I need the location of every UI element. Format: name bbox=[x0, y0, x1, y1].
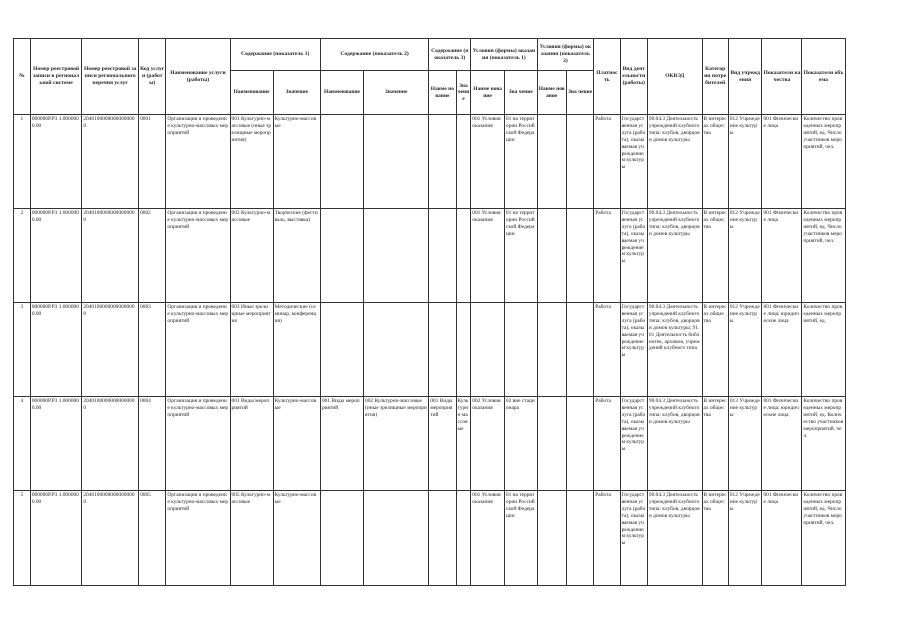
cell-cond1-name: 001 Условия оказания bbox=[471, 209, 505, 303]
table-row bbox=[14, 491, 893, 586]
cell-cond1-value: 01 на территории Российской Федерации bbox=[504, 209, 537, 303]
cell-cond1-value bbox=[504, 303, 537, 397]
sub-header-content1-value: Значение bbox=[273, 71, 320, 115]
cell-okved: 90.04.3 Деятельность учреждений клубного типа: клубов, дворцов и домов культуры; 91.01 Деятельность библиотек, архивов, учреждений клубного типа bbox=[647, 303, 702, 397]
cell-content3-name bbox=[429, 115, 456, 209]
cell-cond1-name: 002 Условия оказания bbox=[471, 397, 505, 491]
cell-content2-value bbox=[364, 491, 429, 586]
cell-content1-value: Культурно-массовые bbox=[273, 115, 320, 209]
cell-content2-name bbox=[320, 491, 363, 586]
cell-institution-type: 012 Учреждение культуры bbox=[728, 303, 762, 397]
cell-volume: Количество проведенных мероприятий, ед. bbox=[802, 303, 845, 397]
cell-cond2-value bbox=[566, 491, 593, 586]
cell-code: 0001 bbox=[139, 115, 166, 209]
sub-header-cond1-name: Наиме нование bbox=[471, 71, 505, 115]
col-header-okved: ОКВЭД bbox=[647, 39, 702, 115]
cell-volume: Количество проведенных мероприятий, ед. Число участников мероприятий, чел. bbox=[802, 491, 845, 586]
col-header-cond1: Условия (формы) оказания (показатель 1) bbox=[471, 39, 537, 71]
cell-quality: 001 Физические лица bbox=[762, 209, 802, 303]
table-row bbox=[14, 115, 893, 209]
cell-service-type: Государственная услуга (работа), оказываемая учреждением культуры bbox=[620, 397, 647, 491]
cell-consumers: В интересах общества bbox=[702, 115, 728, 209]
cell-content2-name bbox=[320, 209, 363, 303]
cell-quality: 001 Физические лица bbox=[762, 115, 802, 209]
cell-content3-name: 001 Виды мероприятий bbox=[429, 397, 456, 491]
sub-header-content2-value: Значение bbox=[364, 71, 429, 115]
col-header-content2: Содержание (показатель 2) bbox=[320, 39, 428, 71]
cell-content3-value bbox=[456, 115, 471, 209]
cell-consumers: В интересах общества bbox=[702, 303, 728, 397]
cell-num: 2 bbox=[14, 209, 31, 303]
cell-content2-value bbox=[364, 209, 429, 303]
cell-num: 1 bbox=[14, 115, 31, 209]
sub-header-cond1-value: Зна чение bbox=[504, 71, 537, 115]
cell-content3-name bbox=[429, 303, 456, 397]
cell-content1-value: Культурно-массовые bbox=[273, 491, 320, 586]
cell-payment: Работа bbox=[594, 397, 620, 491]
cell-content1-name: 001 Виды мероприятий bbox=[230, 397, 273, 491]
cell-content1-value: Творческие (фестиваль, выставка) bbox=[273, 209, 320, 303]
cell-quality: 001 Физические лица bbox=[762, 491, 802, 586]
sub-header-content2-name: Наименование bbox=[320, 71, 363, 115]
cell-reg-number: 000000Р.Р3 1.0000000.00 bbox=[30, 397, 82, 491]
sub-header-cond2-value: Зна чение bbox=[566, 71, 593, 115]
cell-content3-value: Культурно-массовые bbox=[456, 397, 471, 491]
cell-service-name: Организация и проведение культурно-массовых мероприятий bbox=[166, 303, 230, 397]
cell-service-name: Организация и проведение культурно-массовых мероприятий bbox=[166, 397, 230, 491]
cell-content1-name: 005 Культурно-массовые bbox=[230, 491, 273, 586]
col-header-service-type: Вид деятельности (работы) bbox=[620, 39, 647, 115]
cell-payment: Работа bbox=[594, 209, 620, 303]
col-header-content1: Содержание (показатель 1) bbox=[230, 39, 320, 71]
cell-cond1-name bbox=[471, 303, 505, 397]
cell-reg-number: 000000Р.Р3 1.0000000.00 bbox=[30, 115, 82, 209]
cell-content1-name: 003 Иные зрелищные мероприятия bbox=[230, 303, 273, 397]
cell-order-number: 20401000000000000000 bbox=[82, 397, 139, 491]
cell-okved: 90.04.3 Деятельность учреждений клубного типа: клубов, дворцов и домов культуры bbox=[647, 397, 702, 491]
cell-content3-name bbox=[429, 209, 456, 303]
cell-cond2-name bbox=[537, 303, 566, 397]
col-header-consumers: Категории потребителей bbox=[702, 39, 728, 115]
cell-cond1-value: 02 вне стационара bbox=[504, 397, 537, 491]
cell-volume: Количество проведенных мероприятий, ед. Число участников мероприятий, чел. bbox=[802, 115, 845, 209]
cell-service-type: Государственная услуга (работа), оказываемая учреждением культуры bbox=[620, 209, 647, 303]
cell-reg-number: 000000Р.Р3 1.0000000.00 bbox=[30, 491, 82, 586]
cell-content2-value: 002 Культурно-массовые (иные зрелищные мероприятия) bbox=[364, 397, 429, 491]
col-header-volume: Показатели объема bbox=[802, 39, 845, 115]
cell-okved: 90.04.3 Деятельность учреждений клубного типа: клубов, дворцов и домов культуры bbox=[647, 115, 702, 209]
cell-content2-name bbox=[320, 303, 363, 397]
cell-service-type: Государственная услуга (работа), оказываемая учреждением культуры bbox=[620, 491, 647, 586]
cell-institution-type: 012 Учреждение культуры bbox=[728, 491, 762, 586]
cell-cond2-name bbox=[537, 397, 566, 491]
col-header-payment: Платность bbox=[594, 39, 620, 115]
cell-reg-number: 000000Р.Р3 1.0000000.00 bbox=[30, 209, 82, 303]
cell-content2-name bbox=[320, 115, 363, 209]
cell-payment: Работа bbox=[594, 303, 620, 397]
table-row bbox=[14, 397, 893, 491]
cell-service-type: Государственная услуга (работа), оказываемая учреждением культуры bbox=[620, 303, 647, 397]
cell-service-type: Государственная услуга (работа), оказываемая учреждением культуры bbox=[620, 115, 647, 209]
cell-cond1-value: 01 на территории Российской Федерации bbox=[504, 115, 537, 209]
cell-service-name: Организация и проведение культурно-массовых мероприятий bbox=[166, 491, 230, 586]
cell-payment: Работа bbox=[594, 491, 620, 586]
col-header-reg-number: Номер реестровой записи в региональной системе bbox=[30, 39, 82, 115]
sub-header-cond2-name: Наиме нование bbox=[537, 71, 566, 115]
cell-volume: Количество проведенных мероприятий, ед. Число участников мероприятий, чел. bbox=[802, 209, 845, 303]
cell-content1-value: Методические (семинар, конференция) bbox=[273, 303, 320, 397]
cell-cond2-value bbox=[566, 209, 593, 303]
col-header-quality: Показатели качества bbox=[762, 39, 802, 115]
cell-service-name: Организация и проведение культурно-массовых мероприятий bbox=[166, 115, 230, 209]
cell-num: 5 bbox=[14, 491, 31, 586]
table-row bbox=[14, 209, 893, 303]
cell-content1-value: Культурно-массовые bbox=[273, 397, 320, 491]
cell-content3-value bbox=[456, 209, 471, 303]
service-registry-table bbox=[13, 38, 893, 586]
sub-header-content1-name: Наименование bbox=[230, 71, 273, 115]
cell-content1-name: 001 Культурно-массовые (иные зрелищные мероприятия) bbox=[230, 115, 273, 209]
cell-content3-value bbox=[456, 491, 471, 586]
table-row bbox=[14, 303, 893, 397]
col-header-content3: Содержание (показатель 3) bbox=[429, 39, 471, 71]
col-header-service-name: Наименование услуги (работы) bbox=[166, 39, 230, 115]
col-header-num: № bbox=[14, 39, 31, 115]
cell-institution-type: 012 Учреждение культуры bbox=[728, 209, 762, 303]
cell-content2-name: 001 Виды мероприятий bbox=[320, 397, 363, 491]
cell-quality: 001 Физические лица; юридические лица bbox=[762, 303, 802, 397]
cell-num: 4 bbox=[14, 397, 31, 491]
cell-volume: Количество проведенных мероприятий, ед. Количество участников мероприятий, чел. bbox=[802, 397, 845, 491]
cell-content1-name: 002 Культурно-массовые bbox=[230, 209, 273, 303]
cell-payment: Работа bbox=[594, 115, 620, 209]
sub-header-content3-value: Зна чение bbox=[456, 71, 471, 115]
cell-consumers: В интересах общества bbox=[702, 397, 728, 491]
cell-order-number: 20401000000000000000 bbox=[82, 491, 139, 586]
cell-order-number: 20401000000000000000 bbox=[82, 115, 139, 209]
cell-institution-type: 012 Учреждение культуры bbox=[728, 115, 762, 209]
cell-okved: 90.04.3 Деятельность учреждений клубного типа: клубов, дворцов и домов культуры bbox=[647, 491, 702, 586]
sub-header-content3-name: Наиме нование bbox=[429, 71, 456, 115]
cell-service-name: Организация и проведение культурно-массовых мероприятий bbox=[166, 209, 230, 303]
cell-reg-number: 000000Р.Р3 1.0000000.00 bbox=[30, 303, 82, 397]
cell-quality: 001 Физические лица; юридические лица bbox=[762, 397, 802, 491]
cell-cond2-value bbox=[566, 115, 593, 209]
cell-cond1-value: 01 на территории Российской Федерации bbox=[504, 491, 537, 586]
col-header-cond2: Условия (формы) оказания (показатель 2) bbox=[537, 39, 594, 71]
header-row-1 bbox=[14, 39, 893, 71]
cell-order-number: 20401000000000000000 bbox=[82, 209, 139, 303]
cell-cond2-value bbox=[566, 303, 593, 397]
cell-content2-value bbox=[364, 115, 429, 209]
cell-code: 0002 bbox=[139, 209, 166, 303]
document-page bbox=[13, 38, 893, 547]
cell-cond2-name bbox=[537, 209, 566, 303]
col-header-order-number: Номер реестровой записи регионального перечня услуг bbox=[82, 39, 139, 115]
cell-order-number: 20401000000000000000 bbox=[82, 303, 139, 397]
col-header-institution-type: Вид учреждения bbox=[728, 39, 762, 115]
cell-okved: 90.04.3 Деятельность учреждений клубного типа: клубов, дворцов и домов культуры bbox=[647, 209, 702, 303]
cell-consumers: В интересах общества bbox=[702, 491, 728, 586]
cell-content3-name bbox=[429, 491, 456, 586]
cell-consumers: В интересах общества bbox=[702, 209, 728, 303]
cell-cond1-name: 001 Условия оказания bbox=[471, 491, 505, 586]
col-header-code: Код услуги (работы) bbox=[139, 39, 166, 115]
cell-code: 0003 bbox=[139, 303, 166, 397]
cell-code: 0004 bbox=[139, 397, 166, 491]
cell-cond2-name bbox=[537, 115, 566, 209]
cell-institution-type: 013 Учреждение культуры bbox=[728, 397, 762, 491]
cell-cond2-value bbox=[566, 397, 593, 491]
cell-content2-value bbox=[364, 303, 429, 397]
cell-content3-value bbox=[456, 303, 471, 397]
cell-cond2-name bbox=[537, 491, 566, 586]
cell-cond1-name: 001 Условия оказания bbox=[471, 115, 505, 209]
cell-code: 0005 bbox=[139, 491, 166, 586]
cell-num: 3 bbox=[14, 303, 31, 397]
